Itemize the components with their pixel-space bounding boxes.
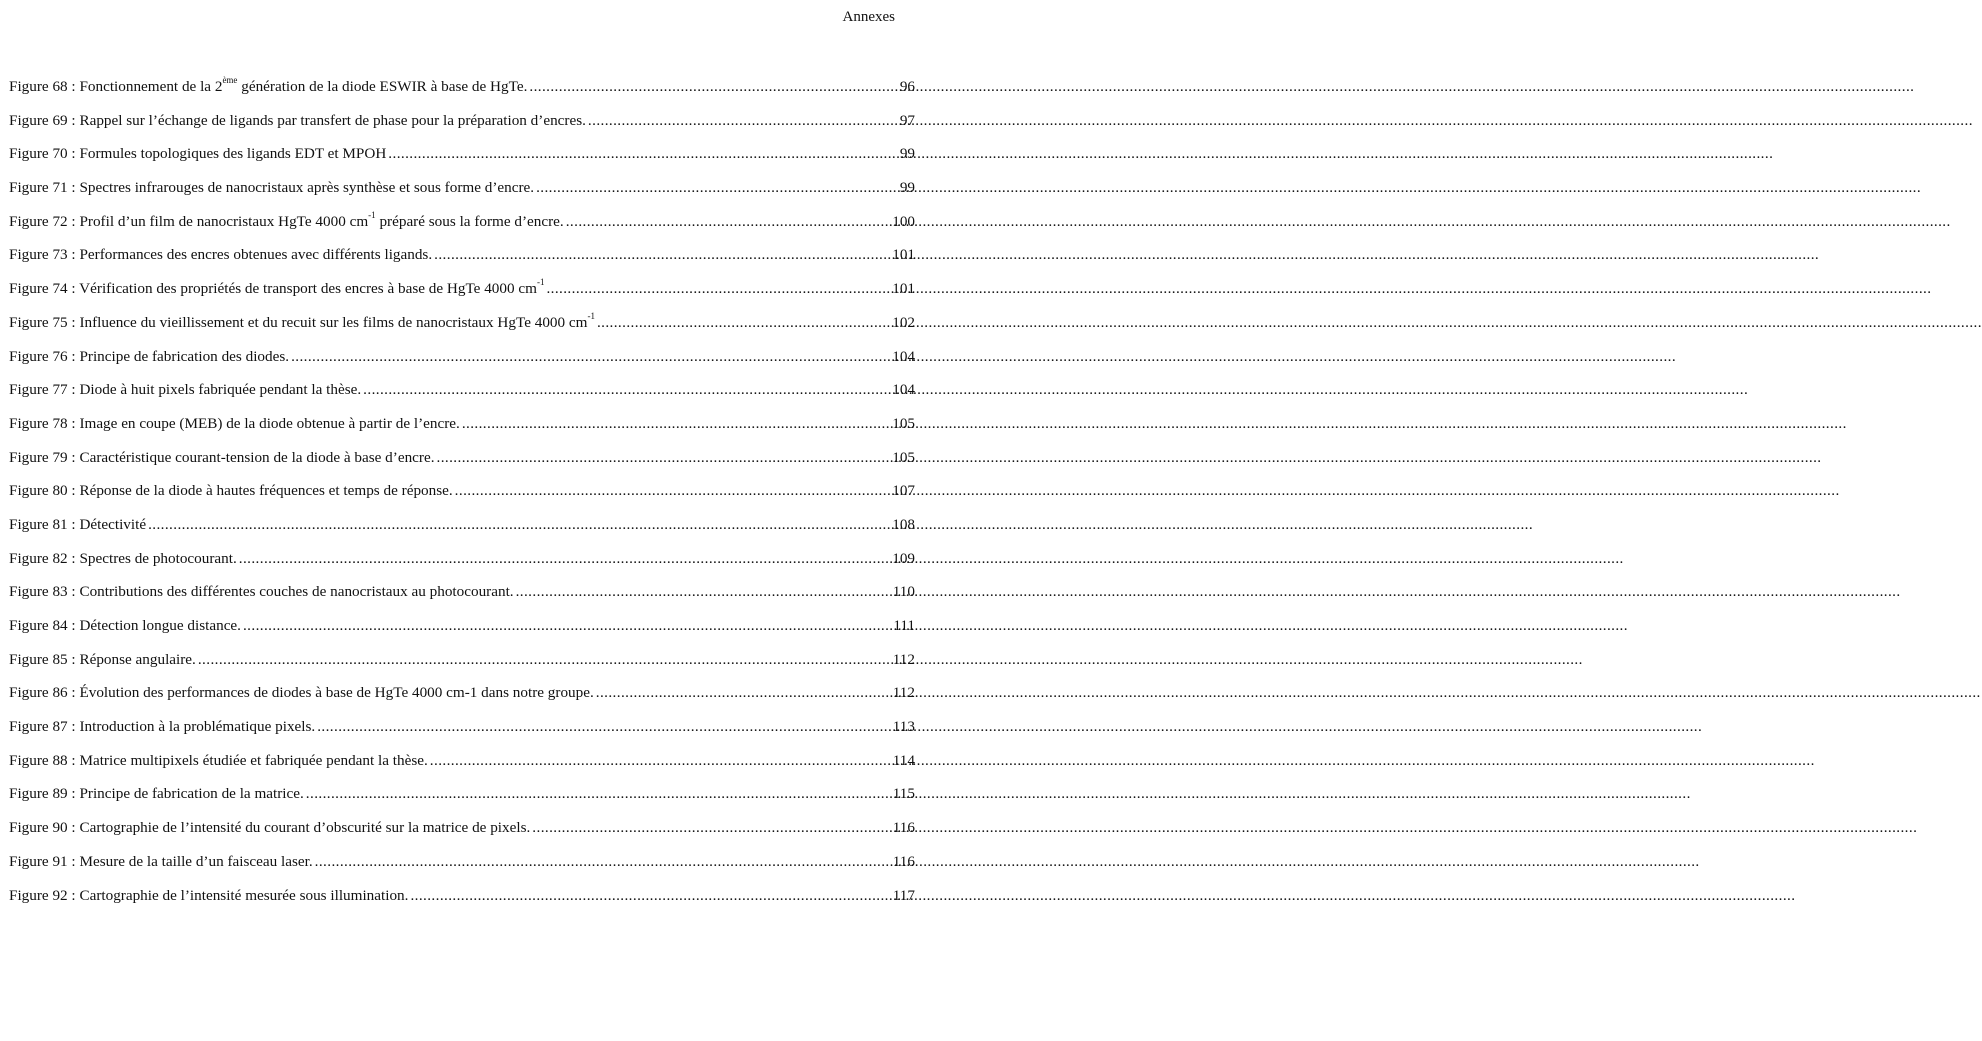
entry-title-text: Figure 86 : Évolution des performances de diodes à base de HgTe 4000 cm-1 dans notre groupe.: [9, 684, 594, 702]
entry-title-suffix: préparé sous la forme d’encre.: [375, 212, 564, 230]
dot-leader: [536, 171, 898, 205]
toc-entry[interactable]: [9, 879, 915, 913]
entry-title: [9, 171, 534, 205]
entry-title-text: Figure 78 : Image en coupe (MEB) de la diode obtenue à partir de l’encre.: [9, 414, 460, 432]
page-number: 101: [892, 246, 915, 264]
dot-leader: [363, 373, 890, 407]
page-number: 104: [892, 347, 915, 365]
toc-entry[interactable]: [9, 104, 915, 138]
entry-superscript: -1: [587, 310, 595, 321]
dot-leader: [410, 879, 890, 913]
page-number: 113: [892, 718, 915, 736]
entry-title-text: Figure 83 : Contributions des différentes couches de nanocristaux au photocourant.: [9, 583, 514, 601]
dot-leader: [566, 205, 890, 239]
dot-leader: [516, 575, 891, 609]
page-number: 105: [892, 414, 915, 432]
entry-title: [9, 238, 432, 272]
entry-title: [9, 407, 460, 441]
page-number: 99: [899, 145, 915, 163]
toc-entry[interactable]: [9, 306, 915, 340]
page-number: 102: [892, 313, 915, 331]
toc-entry[interactable]: [9, 542, 915, 576]
entry-title: [9, 508, 146, 542]
entry-title-text: Figure 72 : Profil d’un film de nanocristaux HgTe 4000 cm: [9, 212, 369, 230]
toc-entry[interactable]: [9, 811, 915, 845]
dot-leader: [315, 845, 891, 879]
running-header: Annexes: [842, 9, 895, 25]
list-of-figures: [9, 70, 915, 912]
entry-superscript: -1: [536, 277, 545, 288]
toc-entry[interactable]: [9, 609, 915, 643]
page-number: 100: [892, 212, 915, 230]
entry-title: [9, 272, 544, 306]
entry-title: [9, 777, 304, 811]
page-number: 105: [892, 448, 915, 466]
entry-title: [9, 845, 313, 879]
entry-title-text: Figure 88 : Matrice multipixels étudiée et fabriquée pendant la thèse.: [9, 751, 428, 769]
page-number: 112: [892, 684, 915, 702]
entry-title: [9, 104, 586, 138]
entry-title-text: Figure 76 : Principe de fabrication des diodes.: [9, 347, 290, 365]
entry-title-text: Figure 77 : Diode à huit pixels fabriquée pendant la thèse.: [9, 381, 362, 399]
dot-leader: [388, 137, 898, 171]
entry-title: [9, 441, 435, 475]
toc-entry[interactable]: [9, 676, 915, 710]
page-number: 99: [899, 179, 915, 197]
dot-leader: [306, 777, 891, 811]
entry-title-text: Figure 89 : Principe de fabrication de la matrice.: [9, 785, 304, 803]
entry-title: [9, 373, 361, 407]
toc-entry[interactable]: [9, 272, 915, 306]
dot-leader: [462, 407, 890, 441]
toc-entry[interactable]: [9, 508, 915, 542]
toc-entry[interactable]: [9, 205, 915, 239]
entry-title-text: Figure 74 : Vérification des propriétés de transport des encres à base de HgTe 4000 cm: [9, 280, 537, 298]
entry-title: [9, 474, 453, 508]
entry-title: [9, 710, 315, 744]
entry-superscript: -1: [368, 209, 376, 220]
dot-leader: [434, 238, 890, 272]
page-number: 107: [892, 482, 915, 500]
entry-title-text: Figure 79 : Caractéristique courant-tension de la diode à base d’encre.: [9, 448, 435, 466]
toc-entry[interactable]: [9, 710, 915, 744]
entry-title-suffix: génération de la diode ESWIR à base de HgTe.: [237, 78, 528, 95]
dot-leader: [317, 710, 891, 744]
toc-entry[interactable]: [9, 845, 915, 879]
page-number: 112: [892, 650, 915, 668]
entry-title: [9, 811, 530, 845]
page-number: 108: [892, 515, 915, 533]
entry-superscript: ème: [222, 74, 238, 85]
toc-entry[interactable]: [9, 744, 915, 778]
page-number: 104: [892, 381, 915, 399]
entry-title: [9, 306, 595, 340]
dot-leader: [239, 542, 890, 576]
entry-title-text: Figure 90 : Cartographie de l’intensité du courant d’obscurité sur la matrice de pixels.: [9, 819, 531, 837]
dot-leader: [532, 811, 890, 845]
entry-title-text: Figure 91 : Mesure de la taille d’un faisceau laser.: [9, 852, 313, 870]
dot-leader: [455, 474, 891, 508]
entry-title: [9, 542, 237, 576]
entry-title-text: Figure 92 : Cartographie de l’intensité mesurée sous illumination.: [9, 886, 409, 904]
entry-title: [9, 879, 408, 913]
dot-leader: [529, 70, 897, 104]
page-number: 97: [899, 111, 915, 129]
entry-title: [9, 643, 196, 677]
page-number: 116: [892, 819, 915, 837]
entry-title-text: Figure 80 : Réponse de la diode à hautes fréquences et temps de réponse.: [9, 482, 453, 500]
toc-entry[interactable]: [9, 238, 915, 272]
entry-title-text: Figure 85 : Réponse angulaire.: [9, 650, 196, 668]
entry-title-text: Figure 75 : Influence du vieillissement et du recuit sur les films de nanocristaux HgTe 4000 cm: [9, 313, 588, 331]
entry-title: [9, 340, 289, 374]
toc-entry[interactable]: [9, 777, 915, 811]
toc-entry[interactable]: [9, 340, 915, 374]
page-number: 111: [893, 617, 915, 634]
entry-title: [9, 609, 241, 643]
page-number: 109: [892, 549, 915, 567]
dot-leader: [596, 676, 891, 710]
toc-entry[interactable]: [9, 441, 915, 475]
dot-leader: [597, 306, 890, 340]
dot-leader: [148, 508, 890, 542]
entry-title-text: Figure 68 : Fonctionnement de la 2: [9, 78, 223, 95]
page-number: 117: [892, 886, 915, 904]
page-number: 96: [899, 78, 915, 95]
dot-leader: [291, 340, 890, 374]
dot-leader: [243, 609, 891, 643]
toc-entry[interactable]: [9, 171, 915, 205]
toc-entry[interactable]: [9, 643, 915, 677]
entry-title-text: Figure 81 : Détectivité: [9, 515, 147, 533]
dot-leader: [546, 272, 890, 306]
entry-title: [9, 676, 594, 710]
toc-entry[interactable]: [9, 373, 915, 407]
page-number: 116: [892, 852, 915, 870]
toc-entry[interactable]: [9, 407, 915, 441]
dot-leader: [588, 104, 898, 138]
toc-entry[interactable]: [9, 137, 915, 171]
entry-title-text: Figure 84 : Détection longue distance.: [9, 617, 241, 634]
toc-entry[interactable]: [9, 474, 915, 508]
entry-title-text: Figure 87 : Introduction à la problématique pixels.: [9, 718, 316, 736]
page-number: 101: [892, 280, 915, 298]
entry-title-text: Figure 69 : Rappel sur l’échange de ligands par transfert de phase pour la préparation d’encres.: [9, 111, 586, 129]
dot-leader: [198, 643, 891, 677]
dot-leader: [430, 744, 891, 778]
entry-title: [9, 137, 386, 171]
page-number: 110: [892, 583, 915, 601]
entry-title: [9, 575, 514, 609]
entry-title: [9, 744, 428, 778]
page-number: 114: [892, 751, 915, 769]
toc-entry[interactable]: [9, 70, 915, 104]
page-number: 115: [892, 785, 915, 803]
entry-title-text: Figure 82 : Spectres de photocourant.: [9, 549, 237, 567]
entry-title-text: Figure 70 : Formules topologiques des ligands EDT et MPOH: [9, 145, 387, 163]
entry-title-text: Figure 71 : Spectres infrarouges de nanocristaux après synthèse et sous forme d’encre.: [9, 179, 535, 197]
entry-title: [9, 70, 527, 104]
dot-leader: [437, 441, 891, 475]
entry-title-text: Figure 73 : Performances des encres obtenues avec différents ligands.: [9, 246, 433, 264]
toc-entry[interactable]: [9, 575, 915, 609]
entry-title: [9, 205, 564, 239]
